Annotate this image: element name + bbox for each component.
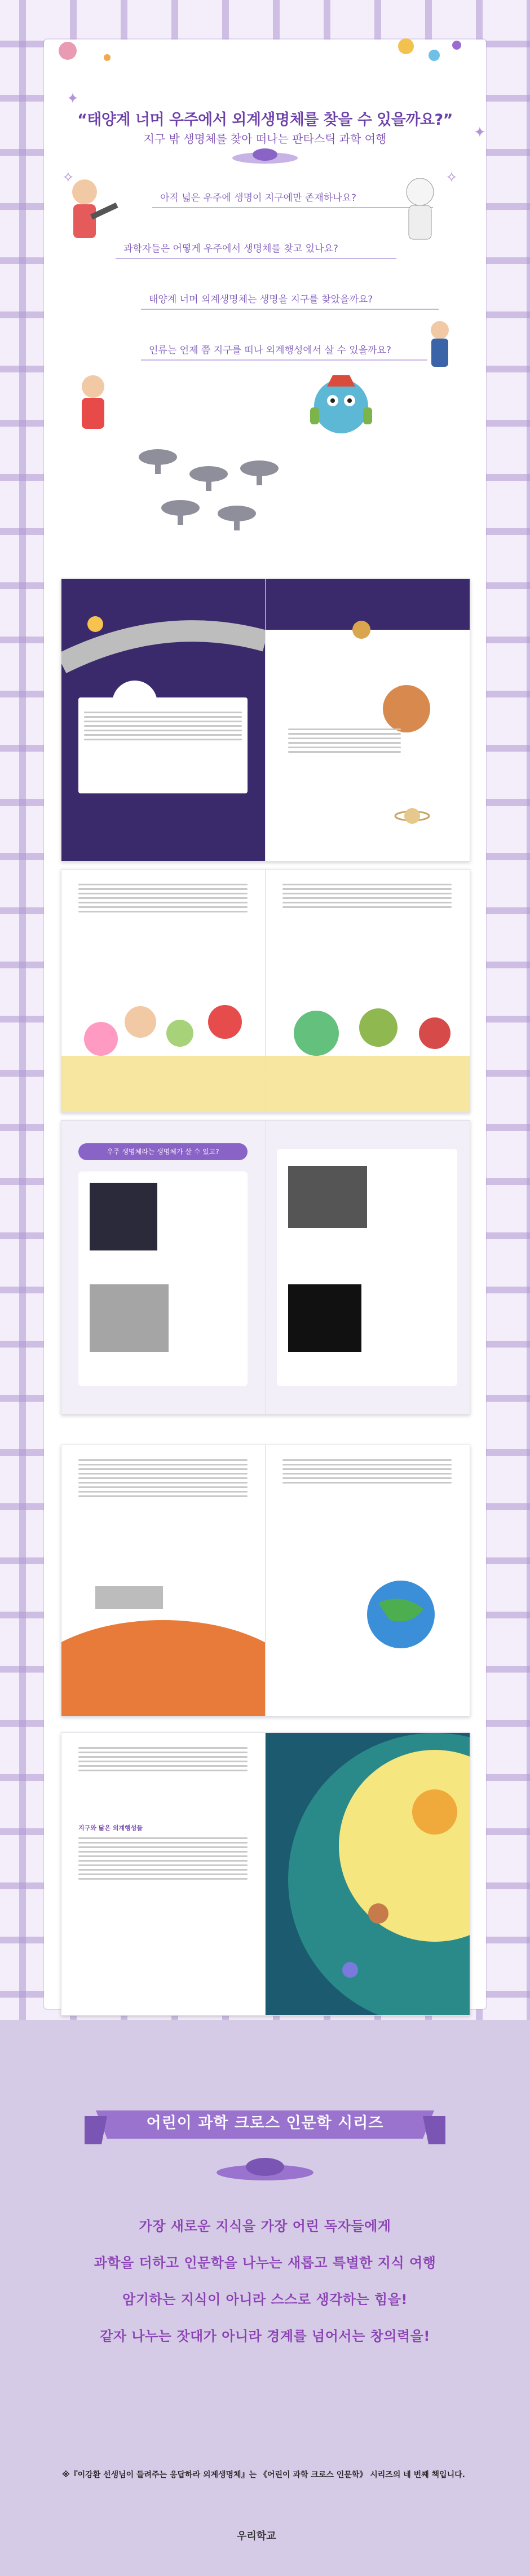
spread-3	[61, 1120, 470, 1415]
section-title: 지구와 닮은 외계행성들	[78, 1824, 143, 1832]
spread-1-right	[266, 579, 470, 861]
spread-4-left-text	[78, 1456, 248, 1500]
spread-1-left-text	[84, 709, 242, 743]
astronaut-icon	[395, 169, 445, 260]
spread-2	[61, 869, 470, 1113]
spread-4-left	[61, 1445, 266, 1716]
question-1: 아직 넓은 우주에 생명이 지구에만 존재하나요?	[152, 186, 433, 208]
publisher-logo: 우리학교	[237, 2530, 276, 2542]
spread-2-right-text	[282, 881, 452, 911]
spread-4-right	[266, 1445, 470, 1716]
headline: “태양계 너머 우주에서 외계생명체를 찾을 수 있을까요?”	[77, 111, 453, 129]
spread-1-left	[61, 579, 266, 861]
spread-2-left	[61, 870, 266, 1112]
alien-character	[293, 361, 389, 446]
spread-4-right-text	[282, 1456, 452, 1486]
child-standing	[417, 316, 462, 384]
series-line-4: 같자 나누는 잣대가 아니라 경계를 넘어서는 창의력을!	[100, 2328, 430, 2344]
child-reading	[68, 367, 118, 451]
series-line-1: 가장 새로운 지식을 가장 어린 독자들에게	[139, 2218, 391, 2234]
series-line-2: 과학을 더하고 인문학을 나누는 새롭고 특별한 지식 여행	[94, 2255, 436, 2271]
spread-5-left-text	[78, 1744, 248, 1774]
box-title: 우주 생명체라는 생명체가 살 수 있고?	[78, 1143, 248, 1160]
ufo-icon	[231, 147, 299, 166]
footnote: ※『이강환 선생님이 들려주는 응답하라 외계생명체』는 《어린이 과학 크로스 인문학》 시리즈의 네 번째 책입니다.	[62, 2470, 465, 2480]
child-with-telescope	[51, 169, 124, 271]
spread-5	[61, 1732, 470, 2016]
spread-2-right	[266, 870, 470, 1112]
spread-2-left-text	[78, 881, 248, 915]
spread-1-right-text	[288, 726, 401, 756]
question-4: 인류는 언제 쯤 지구를 떠나 외계행성에서 살 수 있을까요?	[141, 339, 427, 361]
sparkle-icon: ✧	[445, 169, 458, 186]
spread-4	[61, 1445, 470, 1717]
spread-3-right	[266, 1121, 470, 1414]
sparkle-icon: ✦	[67, 90, 79, 107]
subline: 지구 밖 생명체를 찾아 떠나는 판타스틱 과학 여행	[143, 132, 387, 146]
spread-5-left-body	[78, 1835, 248, 1882]
spread-5-left	[61, 1733, 266, 2015]
question-2: 과학자들은 어떻게 우주에서 생명체를 찾고 있나요?	[116, 237, 396, 259]
series-title: 어린이 과학 크로스 인문학 시리즈	[146, 2114, 384, 2132]
radio-telescopes	[124, 435, 293, 542]
sparkle-icon: ✧	[62, 169, 74, 186]
spread-5-right	[266, 1733, 470, 2015]
sparkle-icon: ✦	[474, 124, 486, 141]
spread-3-left	[61, 1121, 266, 1414]
spread-1	[61, 578, 470, 862]
ufo-icon	[214, 2156, 316, 2184]
question-3: 태양계 너머 외계생명체는 생명을 지구를 찾았을까요?	[141, 288, 439, 310]
series-line-3: 암기하는 지식이 아니라 스스로 생각하는 힘을!	[122, 2292, 408, 2307]
